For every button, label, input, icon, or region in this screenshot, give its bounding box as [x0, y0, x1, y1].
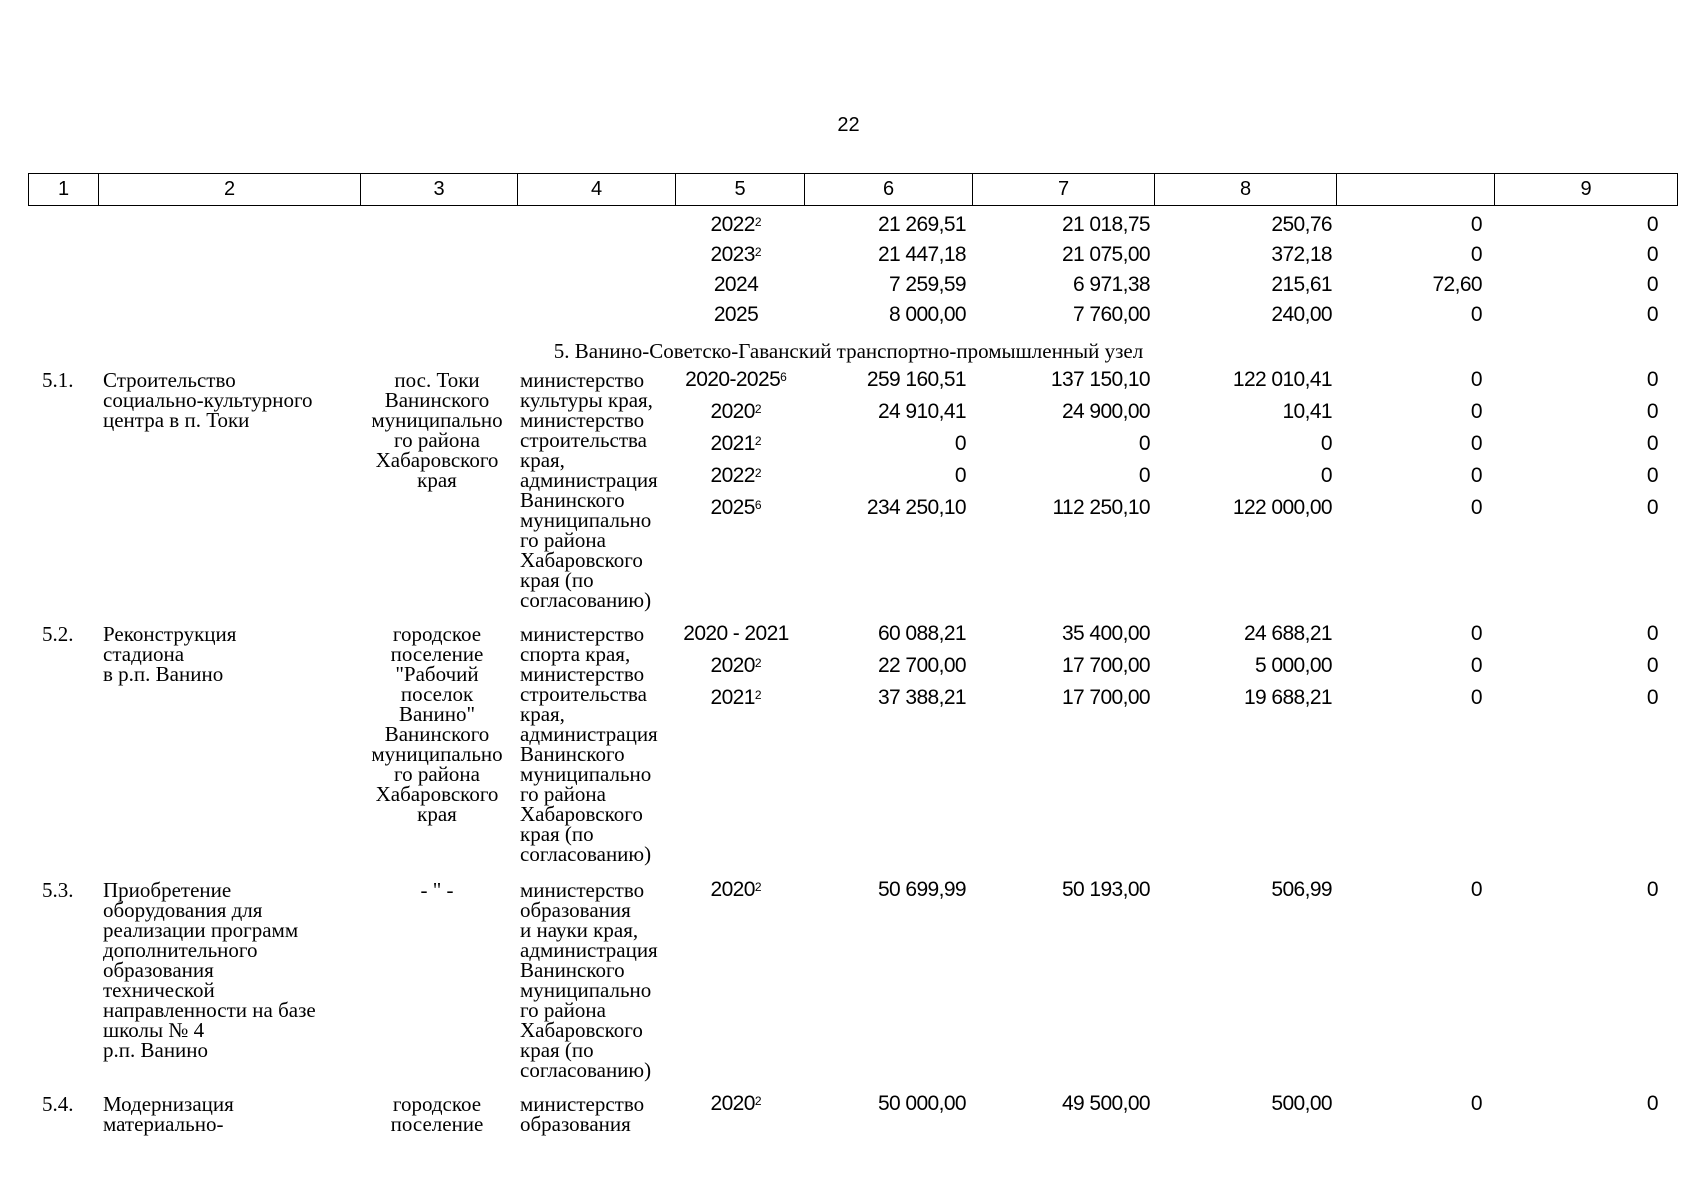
header-col-6: 6 [805, 174, 973, 206]
amount-cell-c10 [1490, 432, 1658, 456]
amount-cell-c7-value: 17 700,00 [1061, 686, 1150, 709]
footnote-mark: 2 [754, 215, 762, 229]
amount-cell-c8 [1150, 213, 1332, 237]
amount-cell-c6 [800, 432, 966, 456]
amount-cell-c10-value: 0 [1646, 496, 1658, 519]
year-cell-value: 2020 [710, 878, 755, 901]
amount-cell-c7 [970, 464, 1150, 488]
header-col-4: 4 [518, 174, 676, 206]
year-cell-value: 2023 [710, 243, 755, 266]
header-col-blank [1337, 174, 1495, 206]
year-cell [680, 654, 792, 678]
amount-cell-c7 [970, 273, 1150, 297]
amount-cell-c9-value: 0 [1470, 464, 1482, 487]
amount-cell-c10-value: 0 [1646, 243, 1658, 266]
amount-cell-c7-value: 21 075,00 [1061, 243, 1150, 266]
footnote-mark: 2 [754, 1094, 762, 1108]
amount-cell-c10-value: 0 [1646, 400, 1658, 423]
amount-cell-c10 [1490, 213, 1658, 237]
year-cell-value: 2021 [710, 432, 755, 455]
amount-cell-c10-value: 0 [1646, 273, 1658, 296]
amount-cell-c7-value: 137 150,10 [1050, 368, 1150, 391]
amount-cell-c6-value: 21 447,18 [877, 243, 966, 266]
amount-cell-c6-value: 8 000,00 [889, 303, 966, 326]
amount-cell-c7-value: 0 [1138, 432, 1150, 455]
amount-cell-c9-value: 0 [1470, 303, 1482, 326]
item-responsible: министерство спорта края, министерство строительства края, администрация Ванинского муниципально го района Хабаровского края (по согласованию) [520, 622, 658, 866]
amount-cell-c6-value: 37 388,21 [877, 686, 966, 709]
item-location: - " - [420, 878, 454, 902]
footnote-mark: 2 [754, 656, 762, 670]
amount-cell-c10 [1490, 686, 1658, 710]
amount-cell-c8-value: 10,41 [1282, 400, 1332, 423]
amount-cell-c6 [800, 1092, 966, 1116]
amount-cell-c6-value: 50 000,00 [877, 1092, 966, 1115]
amount-cell-c6 [800, 496, 966, 520]
footnote-mark: 2 [754, 245, 762, 259]
amount-cell-c9 [1340, 686, 1482, 710]
item-name: Приобретение оборудования для реализации программ дополнительного образования технической направленности на базе школы № 4 р.п. Ванино [103, 878, 316, 1062]
amount-cell-c9 [1340, 464, 1482, 488]
year-cell-value: 2020 [710, 400, 755, 423]
amount-cell-c9-value: 0 [1470, 432, 1482, 455]
amount-cell-c8-value: 506,99 [1271, 878, 1332, 901]
amount-cell-c7 [970, 213, 1150, 237]
amount-cell-c7-value: 49 500,00 [1061, 1092, 1150, 1115]
amount-cell-c10 [1490, 496, 1658, 520]
amount-cell-c10 [1490, 1092, 1658, 1116]
amount-cell-c9 [1340, 243, 1482, 267]
footnote-mark: 2 [754, 880, 762, 894]
amount-cell-c6 [800, 303, 966, 327]
item-name: Реконструкция стадиона в р.п. Ванино [103, 622, 237, 686]
year-cell-value: 2020 [710, 654, 755, 677]
amount-cell-c6 [800, 213, 966, 237]
year-cell-value: 2021 [710, 686, 755, 709]
amount-cell-c8-value: 0 [1320, 464, 1332, 487]
table-header [28, 173, 1678, 206]
amount-cell-c8-value: 215,61 [1271, 273, 1332, 296]
amount-cell-c7 [970, 686, 1150, 710]
amount-cell-c10 [1490, 400, 1658, 424]
amount-cell-c6-value: 259 160,51 [866, 368, 966, 391]
amount-cell-c8-value: 19 688,21 [1243, 686, 1332, 709]
amount-cell-c7-value: 21 018,75 [1061, 213, 1150, 236]
footnote-mark: 6 [754, 498, 762, 512]
item-name: Модернизация материально- [103, 1092, 234, 1136]
amount-cell-c10 [1490, 464, 1658, 488]
amount-cell-c8 [1150, 273, 1332, 297]
amount-cell-c7-value: 112 250,10 [1052, 496, 1150, 519]
amount-cell-c8 [1150, 496, 1332, 520]
year-cell [680, 496, 792, 520]
amount-cell-c8 [1150, 303, 1332, 327]
amount-cell-c8 [1150, 686, 1332, 710]
item-location: пос. Токи Ванинского муниципально го района Хабаровского края [371, 368, 503, 492]
year-cell-value: 2020 [710, 1092, 755, 1115]
year-cell-value: 2022 [710, 464, 755, 487]
header-col-5: 5 [676, 174, 805, 206]
amount-cell-c6-value: 60 088,21 [877, 622, 966, 645]
amount-cell-c10-value: 0 [1646, 368, 1658, 391]
year-cell [680, 686, 792, 710]
header-col-9: 9 [1495, 174, 1678, 206]
amount-cell-c10-value: 0 [1646, 464, 1658, 487]
amount-cell-c10 [1490, 654, 1658, 678]
header-col-1: 1 [29, 174, 99, 206]
amount-cell-c8 [1150, 432, 1332, 456]
amount-cell-c6-value: 24 910,41 [877, 400, 966, 423]
page-number: 22 [837, 114, 860, 136]
year-cell [680, 213, 792, 237]
amount-cell-c7 [970, 303, 1150, 327]
year-cell [680, 878, 792, 902]
amount-cell-c8 [1150, 400, 1332, 424]
footnote-mark: 2 [754, 402, 762, 416]
year-cell-value: 2022 [710, 213, 755, 236]
amount-cell-c6 [800, 878, 966, 902]
amount-cell-c10 [1490, 878, 1658, 902]
item-number: 5.3. [42, 878, 74, 902]
year-cell-value: 2025 [713, 303, 759, 326]
amount-cell-c6 [800, 368, 966, 392]
amount-cell-c9 [1340, 878, 1482, 902]
year-cell-value: 2025 [710, 496, 755, 519]
amount-cell-c7 [970, 432, 1150, 456]
amount-cell-c6-value: 50 699,99 [877, 878, 966, 901]
amount-cell-c9-value: 0 [1470, 368, 1482, 391]
amount-cell-c6-value: 0 [954, 432, 966, 455]
amount-cell-c8-value: 24 688,21 [1243, 622, 1332, 645]
amount-cell-c8 [1150, 622, 1332, 646]
amount-cell-c8-value: 240,00 [1271, 303, 1332, 326]
amount-cell-c7 [970, 496, 1150, 520]
amount-cell-c6 [800, 622, 966, 646]
year-cell [680, 273, 792, 297]
amount-cell-c9 [1340, 400, 1482, 424]
amount-cell-c6 [800, 273, 966, 297]
amount-cell-c6-value: 7 259,59 [889, 273, 966, 296]
amount-cell-c8 [1150, 368, 1332, 392]
header-col-8: 8 [1155, 174, 1337, 206]
amount-cell-c9-value: 0 [1470, 400, 1482, 423]
item-responsible: министерство образования и науки края, администрация Ванинского муниципально го района Хабаровского края (по согласованию) [520, 878, 658, 1082]
year-cell [680, 464, 792, 488]
amount-cell-c8 [1150, 654, 1332, 678]
amount-cell-c8-value: 0 [1320, 432, 1332, 455]
amount-cell-c7-value: 35 400,00 [1061, 622, 1150, 645]
year-cell [680, 243, 792, 267]
footnote-mark: 2 [754, 688, 762, 702]
amount-cell-c10 [1490, 368, 1658, 392]
amount-cell-c6 [800, 654, 966, 678]
amount-cell-c7-value: 0 [1138, 464, 1150, 487]
amount-cell-c8 [1150, 1092, 1332, 1116]
year-cell [680, 400, 792, 424]
amount-cell-c9-value: 0 [1470, 213, 1482, 236]
year-cell [680, 368, 792, 392]
amount-cell-c9 [1340, 303, 1482, 327]
amount-cell-c7 [970, 622, 1150, 646]
amount-cell-c10-value: 0 [1646, 213, 1658, 236]
amount-cell-c7 [970, 368, 1150, 392]
amount-cell-c7 [970, 1092, 1150, 1116]
amount-cell-c10-value: 0 [1646, 432, 1658, 455]
section-title: 5. Ванино-Советско-Гаванский транспортно-промышленный узел [553, 339, 1144, 363]
amount-cell-c8-value: 250,76 [1271, 213, 1332, 236]
amount-cell-c9-value: 0 [1470, 622, 1482, 645]
item-number: 5.1. [42, 368, 74, 392]
amount-cell-c7-value: 6 971,38 [1073, 273, 1150, 296]
footnote-mark: 2 [754, 466, 762, 480]
amount-cell-c9-value: 0 [1470, 654, 1482, 677]
amount-cell-c9 [1340, 496, 1482, 520]
amount-cell-c8-value: 122 010,41 [1232, 368, 1332, 391]
amount-cell-c8 [1150, 243, 1332, 267]
amount-cell-c6 [800, 400, 966, 424]
year-cell [680, 432, 792, 456]
amount-cell-c8-value: 372,18 [1271, 243, 1332, 266]
amount-cell-c10 [1490, 303, 1658, 327]
item-responsible: министерство образования [520, 1092, 645, 1136]
header-col-2: 2 [99, 174, 361, 206]
header-col-3: 3 [361, 174, 518, 206]
amount-cell-c6 [800, 686, 966, 710]
year-cell-value: 2020-2025 [685, 368, 781, 391]
amount-cell-c8-value: 5 000,00 [1255, 654, 1332, 677]
item-number: 5.2. [42, 622, 74, 646]
amount-cell-c10-value: 0 [1646, 686, 1658, 709]
amount-cell-c7 [970, 400, 1150, 424]
item-responsible: министерство культуры края, министерство строительства края, администрация Ванинского муниципально го района Хабаровского края (по согласованию) [520, 368, 658, 612]
amount-cell-c9-value: 72,60 [1432, 273, 1482, 296]
amount-cell-c8-value: 500,00 [1271, 1092, 1332, 1115]
amount-cell-c6 [800, 243, 966, 267]
amount-cell-c6-value: 22 700,00 [877, 654, 966, 677]
amount-cell-c7 [970, 878, 1150, 902]
amount-cell-c10 [1490, 243, 1658, 267]
amount-cell-c9-value: 0 [1470, 686, 1482, 709]
amount-cell-c7 [970, 654, 1150, 678]
amount-cell-c6 [800, 464, 966, 488]
amount-cell-c7 [970, 243, 1150, 267]
amount-cell-c10 [1490, 622, 1658, 646]
year-cell-value: 2024 [713, 273, 759, 296]
amount-cell-c10-value: 0 [1646, 878, 1658, 901]
amount-cell-c10-value: 0 [1646, 1092, 1658, 1115]
amount-cell-c10-value: 0 [1646, 622, 1658, 645]
amount-cell-c8 [1150, 464, 1332, 488]
amount-cell-c9-value: 0 [1470, 878, 1482, 901]
item-name: Строительство социально-культурного центра в п. Токи [103, 368, 313, 432]
year-cell [680, 622, 792, 646]
amount-cell-c9 [1340, 213, 1482, 237]
item-location: городское поселение [390, 1092, 484, 1136]
amount-cell-c9 [1340, 622, 1482, 646]
amount-cell-c8-value: 122 000,00 [1232, 496, 1332, 519]
amount-cell-c6-value: 21 269,51 [877, 213, 966, 236]
year-cell-value: 2020 - 2021 [683, 622, 789, 645]
amount-cell-c9-value: 0 [1470, 243, 1482, 266]
amount-cell-c9 [1340, 432, 1482, 456]
amount-cell-c9 [1340, 654, 1482, 678]
amount-cell-c7-value: 24 900,00 [1061, 400, 1150, 423]
amount-cell-c9-value: 0 [1470, 496, 1482, 519]
amount-cell-c9 [1340, 1092, 1482, 1116]
amount-cell-c6-value: 234 250,10 [866, 496, 966, 519]
amount-cell-c10-value: 0 [1646, 654, 1658, 677]
amount-cell-c9 [1340, 368, 1482, 392]
item-number: 5.4. [42, 1092, 74, 1116]
amount-cell-c7-value: 7 760,00 [1073, 303, 1150, 326]
year-cell [680, 1092, 792, 1116]
year-cell [680, 303, 792, 327]
amount-cell-c9 [1340, 273, 1482, 297]
footnote-mark: 2 [754, 434, 762, 448]
amount-cell-c7-value: 17 700,00 [1061, 654, 1150, 677]
amount-cell-c8 [1150, 878, 1332, 902]
amount-cell-c10-value: 0 [1646, 303, 1658, 326]
footnote-mark: 6 [780, 370, 787, 384]
item-location: городское поселение "Рабочий поселок Ванино" Ванинского муниципально го района Хабаровского края [371, 622, 503, 826]
header-col-7: 7 [973, 174, 1155, 206]
amount-cell-c6-value: 0 [954, 464, 966, 487]
amount-cell-c7-value: 50 193,00 [1061, 878, 1150, 901]
amount-cell-c10 [1490, 273, 1658, 297]
amount-cell-c9-value: 0 [1470, 1092, 1482, 1115]
